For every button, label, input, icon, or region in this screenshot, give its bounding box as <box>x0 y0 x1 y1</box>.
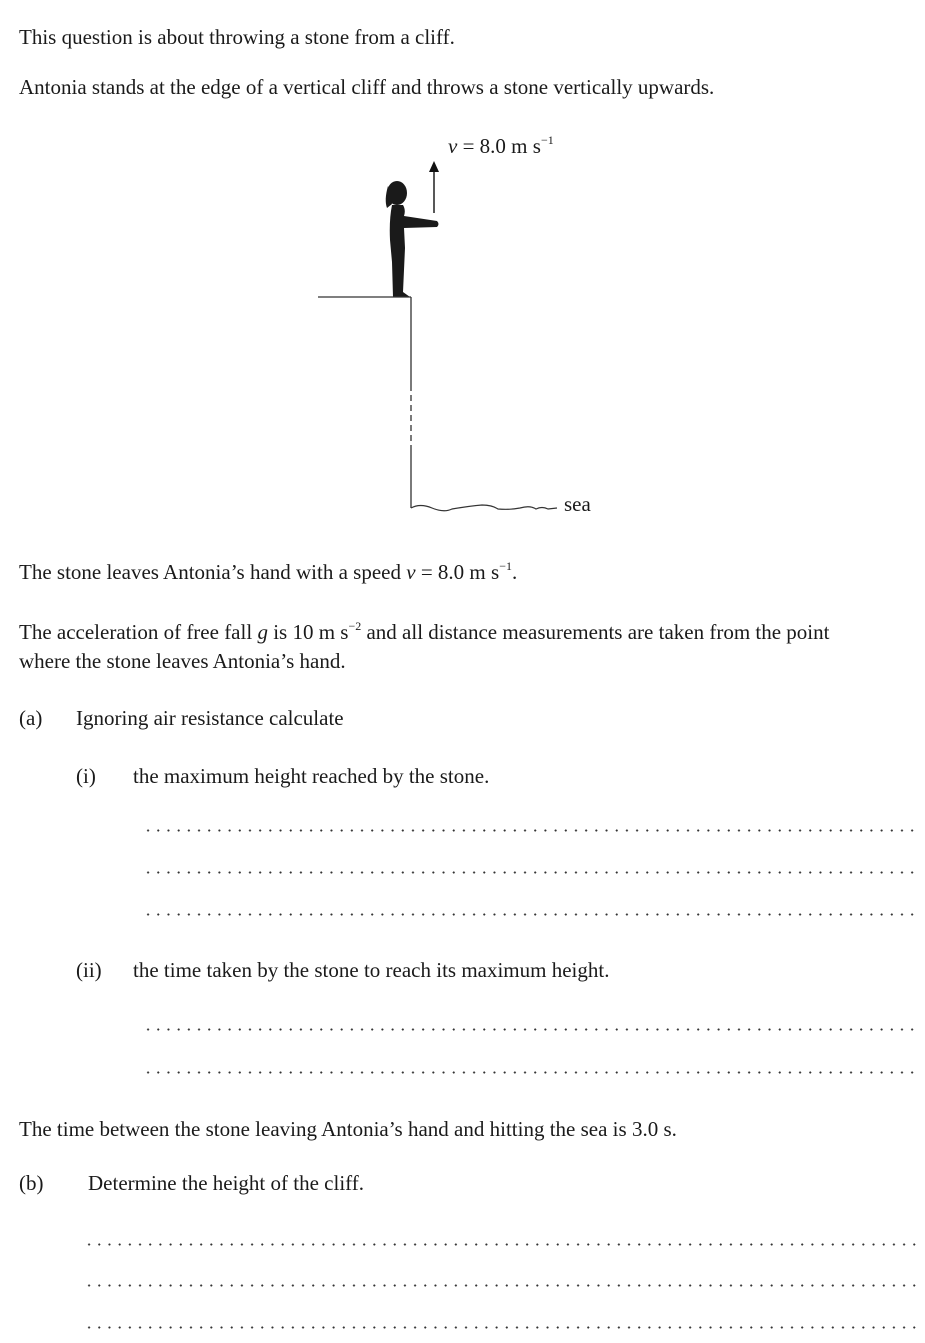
part-b-text: Determine the height of the cliff. <box>88 1171 365 1195</box>
accel-statement <box>19 619 830 644</box>
answer-line-a-ii-2[interactable] <box>143 1071 918 1074</box>
intro-line-1: This question is about throwing a stone from a cliff. <box>19 25 455 49</box>
answer-line-b-3[interactable] <box>84 1326 918 1329</box>
part-a-i-label: (i) <box>76 764 96 788</box>
accel-exponent: −2 <box>348 619 362 633</box>
cliff-diagram <box>0 0 925 530</box>
velocity-equation: = 8.0 m s <box>457 134 541 158</box>
answer-line-a-i-2[interactable] <box>143 871 918 874</box>
answer-line-b-2[interactable] <box>84 1284 918 1287</box>
part-b-label: (b) <box>19 1171 44 1195</box>
answer-line-a-i-3[interactable] <box>143 913 918 916</box>
answer-line-b-1[interactable] <box>84 1243 918 1246</box>
intro-line-2: Antonia stands at the edge of a vertical cliff and throws a stone vertically upwards. <box>19 75 715 99</box>
sea-label: sea <box>564 492 591 516</box>
part-a-ii-text: the time taken by the stone to reach its maximum height. <box>133 958 610 982</box>
accel-pre: The acceleration of free fall <box>19 620 258 644</box>
sea-surface <box>411 505 557 511</box>
accel-post: and all distance measurements are taken from the point <box>361 620 830 644</box>
info-statement-b: The time between the stone leaving Antonia’s hand and hitting the sea is 3.0 s. <box>19 1117 677 1141</box>
accel-statement-line-2: where the stone leaves Antonia’s hand. <box>19 649 346 673</box>
velocity-exponent: −1 <box>540 133 554 147</box>
velocity-var: v <box>448 134 458 158</box>
speed-end: . <box>511 560 518 584</box>
speed-statement <box>19 559 518 584</box>
part-a-i-text: the maximum height reached by the stone. <box>133 764 490 788</box>
part-a-label: (a) <box>19 706 43 730</box>
accel-mid: is 10 m s <box>267 620 349 644</box>
speed-text: The stone leaves Antonia’s hand with a speed <box>19 560 407 584</box>
speed-value: = 8.0 m s <box>415 560 500 584</box>
part-a-text: Ignoring air resistance calculate <box>76 706 344 730</box>
answer-line-a-ii-1[interactable] <box>143 1028 918 1031</box>
person-silhouette-icon <box>386 181 439 297</box>
accel-var: g <box>257 620 268 644</box>
speed-var: v <box>406 560 416 584</box>
velocity-label <box>448 133 554 158</box>
cliff-outline <box>318 297 411 508</box>
part-a-ii-label: (ii) <box>76 958 102 982</box>
speed-exponent: −1 <box>499 559 512 573</box>
answer-line-a-i-1[interactable] <box>143 829 918 832</box>
velocity-arrow-icon <box>429 161 439 213</box>
